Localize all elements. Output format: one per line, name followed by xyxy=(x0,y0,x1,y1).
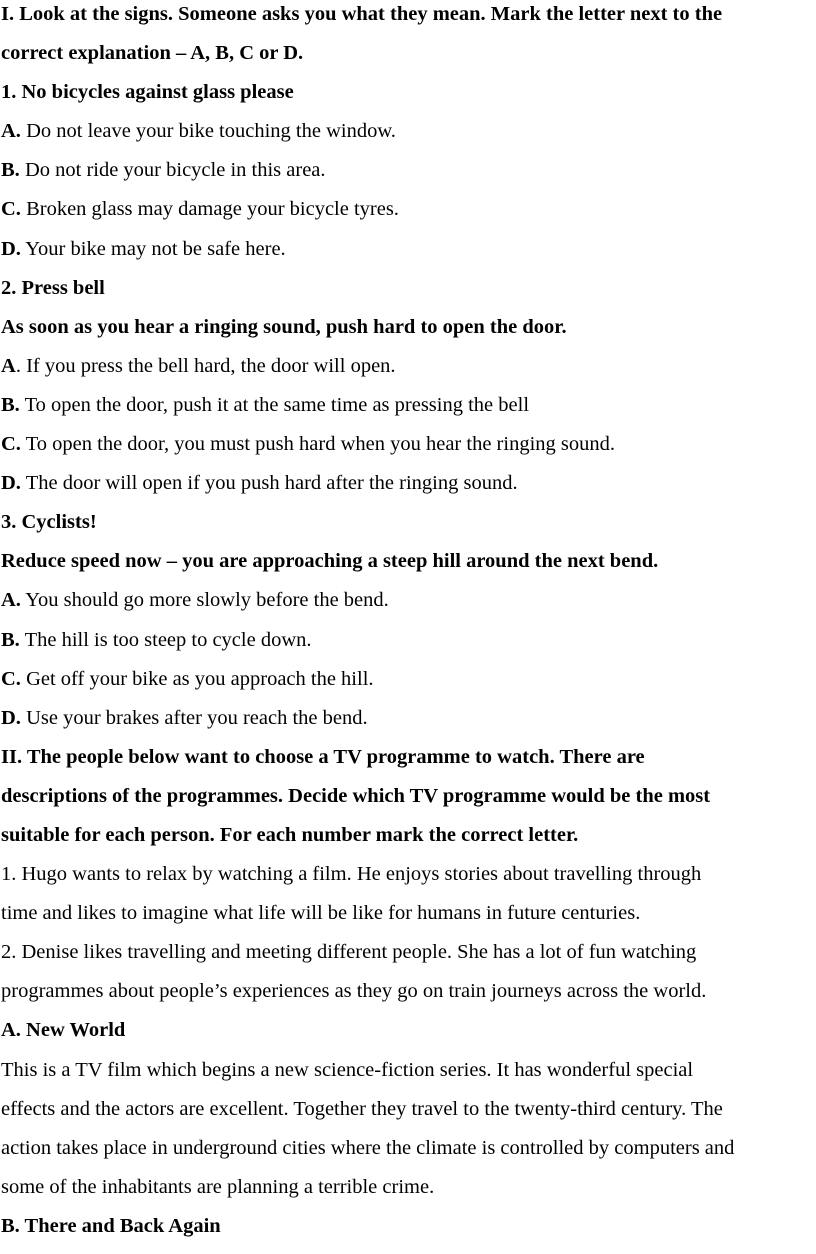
question-1-option-b xyxy=(1,151,816,190)
option-letter: D. xyxy=(1,472,21,495)
section-2-heading-line-2: descriptions of the programmes. Decide which TV programme would be the most xyxy=(1,784,711,807)
programme-a-line-2: effects and the actors are excellent. Together they travel to the twenty-third century. The xyxy=(1,1097,723,1120)
person-1-line-2: time and likes to imagine what life will be like for humans in future centuries. xyxy=(1,902,641,925)
question-1-option-d xyxy=(1,230,816,269)
person-1-line-1: 1. Hugo wants to relax by watching a film. He enjoys stories about travelling through xyxy=(1,863,702,886)
option-text: Use your brakes after you reach the bend. xyxy=(20,706,368,729)
programme-a-title: A. New World xyxy=(1,1019,126,1042)
question-3-sign-text: Reduce speed now – you are approaching a steep hill around the next bend. xyxy=(1,550,659,573)
option-letter: D. xyxy=(1,237,21,260)
question-3-option-d xyxy=(1,699,816,738)
option-text: To open the door, push it at the same time as pressing the bell xyxy=(19,393,530,416)
option-text: To open the door, you must push hard when you hear the ringing sound. xyxy=(20,433,615,456)
question-2-option-c xyxy=(1,425,816,464)
option-letter: C. xyxy=(1,433,21,456)
programme-a-line-3: action takes place in underground cities where the climate is controlled by computers and xyxy=(1,1136,735,1159)
question-3-option-a xyxy=(1,581,816,620)
option-text: The hill is too steep to cycle down. xyxy=(19,628,312,651)
question-2-option-b xyxy=(1,386,816,425)
option-letter: D. xyxy=(1,706,21,729)
question-1-option-c xyxy=(1,190,816,229)
option-text: Get off your bike as you approach the hill. xyxy=(20,667,374,690)
option-letter: C. xyxy=(1,198,21,221)
option-letter: A xyxy=(1,354,16,377)
option-text: Do not ride your bicycle in this area. xyxy=(19,159,326,182)
option-letter: A. xyxy=(1,589,21,612)
programme-a-line-4: some of the inhabitants are planning a terrible crime. xyxy=(1,1175,435,1198)
section-2-heading-line-1: II. The people below want to choose a TV programme to watch. There are xyxy=(1,745,645,768)
section-1-heading-line-2: correct explanation – A, B, C or D. xyxy=(1,42,304,65)
option-letter: A. xyxy=(1,120,21,143)
question-3-option-b xyxy=(1,621,816,660)
question-3-title: 3. Cyclists! xyxy=(1,511,97,534)
question-2-sign-text: As soon as you hear a ringing sound, push hard to open the door. xyxy=(1,315,567,338)
section-1-heading-line-1: I. Look at the signs. Someone asks you what they mean. Mark the letter next to the xyxy=(1,3,723,25)
question-1-option-a xyxy=(1,112,816,151)
section-2-heading-line-3: suitable for each person. For each number mark the correct letter. xyxy=(1,823,579,846)
question-3-option-c xyxy=(1,660,816,699)
option-text: Broken glass may damage your bicycle tyres. xyxy=(20,198,399,221)
question-2-option-d xyxy=(1,464,816,503)
programme-b-title: B. There and Back Again xyxy=(1,1214,221,1237)
option-text: Do not leave your bike touching the window. xyxy=(20,120,396,143)
option-text: Your bike may not be safe here. xyxy=(20,237,286,260)
option-text: You should go more slowly before the bend. xyxy=(20,589,389,612)
person-2-line-2: programmes about people’s experiences as they go on train journeys across the world. xyxy=(1,980,707,1003)
option-letter: B. xyxy=(1,628,20,651)
question-1-title: 1. No bicycles against glass please xyxy=(1,81,294,104)
question-2-option-a xyxy=(1,347,816,386)
option-text: The door will open if you push hard after the ringing sound. xyxy=(20,472,518,495)
option-letter: C. xyxy=(1,667,21,690)
question-2-title: 2. Press bell xyxy=(1,276,105,299)
person-2-line-1: 2. Denise likes travelling and meeting different people. She has a lot of fun watching xyxy=(1,941,697,964)
option-text: . If you press the bell hard, the door will open. xyxy=(15,354,396,377)
programme-a-line-1: This is a TV film which begins a new science-fiction series. It has wonderful special xyxy=(1,1058,694,1081)
option-letter: B. xyxy=(1,393,20,416)
option-letter: B. xyxy=(1,159,20,182)
